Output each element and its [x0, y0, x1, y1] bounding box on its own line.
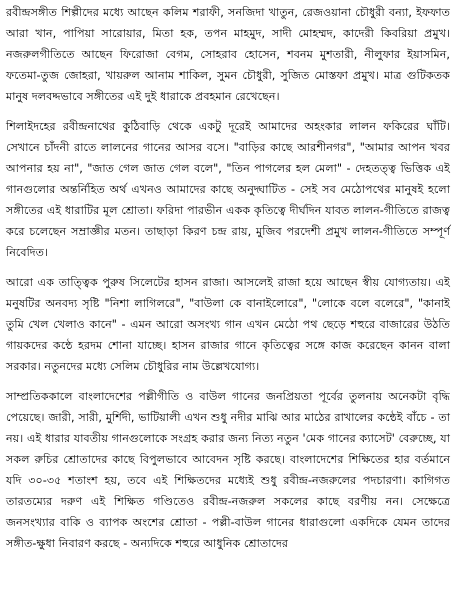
paragraph-folk-baul: সাম্প্রতিককালে বাংলাদেশের পল্লীগীতি ও বাউল গানের জনপ্রিয়তা পূর্বের তুলনায় অনেকটা বৃদ্ধি পেয়েছে। জারী, সারী, মুর্শিদী, ভাটিয়ালী এখন শুধু নদীর মাঝি আর মাঠের রাখালের কন্ঠেই বাঁচে - তা নয়। এই ধারার যাবতীয় গানগুলোকে সংগ্রহ করার জন্য নিত্য নতুন 'মেক গানের ক্যাসেট' বেরুচ্ছে, যা সকল রুচির শ্রোতাদের কাছে বিপুলভাবে আবেদন সৃষ্টি করছে। বাংলাদেশের শিক্ষিতের হার বর্তমানে যদি ৩০-৩৫ শতাংশ হয়, তবে এই শিক্ষিতদের মধ্যেই শুধু রবীন্দ্র-নজরুলের পদচারণা। কাগিগত তারতম্যের দরুণ এই শিক্ষিত গণ্ডিতেও রবীন্দ্র-নজরুল সকলের কাছে বরণীয় নন। সেক্ষেত্রে জনসংখ্যার বাকি ও ব্যাপক অংশের শ্রোতা - পল্লী-বাউল গানের ধারাগুলো একদিকে যেমন তাদের সঙ্গীত-ক্ষুধা নিবারণ করছে - অন্যদিকে শহুরে আধুনিক শ্রোতাদের	[6, 390, 450, 550]
paragraph-hason-raja: আরো এক তাত্ত্বিক পুরুষ সিলেটের হাসন রাজা। আসলেই রাজা হয়ে আছেন স্বীয় যোগ্যতায়। এই মনুষটির অনবদ্য সৃষ্টি "নিশা লাগিলরে", "বাউলা কে বানাইলোরে", "লোকে বলে বলেরে", "কানাই তুমি খেল খেলাও কানে" - এমন আরো অসংখ্য গান এখন মেঠো পথ ছেড়ে শহুরে বাজারের উঠতি গায়কদের কন্ঠে হরদম শোনা যাচ্ছে। হাসন রাজার গানে কৃতিত্বের সঙ্গে কাজ করেছেন কানন বালা সরকার। নতুনদের মধ্যে সেলিম চৌধুরির নাম উল্লেখযোগ্য।	[6, 276, 450, 373]
paragraph-lalon: শিলাইদহের রবীন্দ্রনাথের কুঠিবাড়ি থেকে একটু দূরেই আমাদের অহংকার লালন ফকিরের ঘাঁটি। সেখানে চাঁদনী রাতে লালনের গানের আসর বসে। "বাড়ির কাছে আরশীনগর", "আমার আপন খবর আপনার হয় না", "জাত গেল জাত গেল বলে", "তিন পাগলের হল মেলা" - দেহতত্ত্ব ভিত্তিক এই গানগুলোর অন্তর্নিহিত অর্থ এখনও আমাদের কাছে অনুদ্ঘাটিত - সেই সব মেঠোপথের মানুষই হলো সঙ্গীতের এই ধারাটির মূল শ্রোতা। ফরিদা পারভীন একক কৃতিত্বে দীর্ঘদিন যাবত লালন-গীতিতে রাজত্ব করে চলেছেন সম্রাজ্ঞীর মতন। তাছাড়া কিরণ চন্দ্র রায়, মুজিব পরদেশী প্রমুখ লালন-গীতিতে সম্পূর্ণ নিবেদিত।	[6, 120, 450, 259]
paragraph-singers: রবীন্দ্রসঙ্গীত শিল্পীদের মধ্যে আছেন কলিম শরাফী, সনজিদা খাতুন, রেজওয়ানা চৌধুরী বন্যা, ইফফাত আরা খান, পাপিয়া সারোয়ার, মিতা হক, তপন মাহমুদ, সাদী মোহম্মদ, কাদেরী কিবরিয়া প্রমুখ। নজরুলগীতিতে আছেন ফিরোজা বেগম, সোহরাব হোসেন, শবনম মুশতারী, নীলুফার ইয়াসমিন, ফতেমা-তুজ জোহরা, খায়রুল আনাম শাকিল, সুমন চৌধুরী, সুজিত মোস্তফা প্রমুখ। মাত্র গুটিকতক মানুষ দলবদ্দভাবে সঙ্গীতের এই দুই ধারাকে প্রবহমান রেখেছেন।	[6, 6, 450, 103]
paragraph-gap	[6, 107, 450, 116]
paragraph-gap	[6, 263, 450, 272]
paragraph-gap	[6, 377, 450, 386]
